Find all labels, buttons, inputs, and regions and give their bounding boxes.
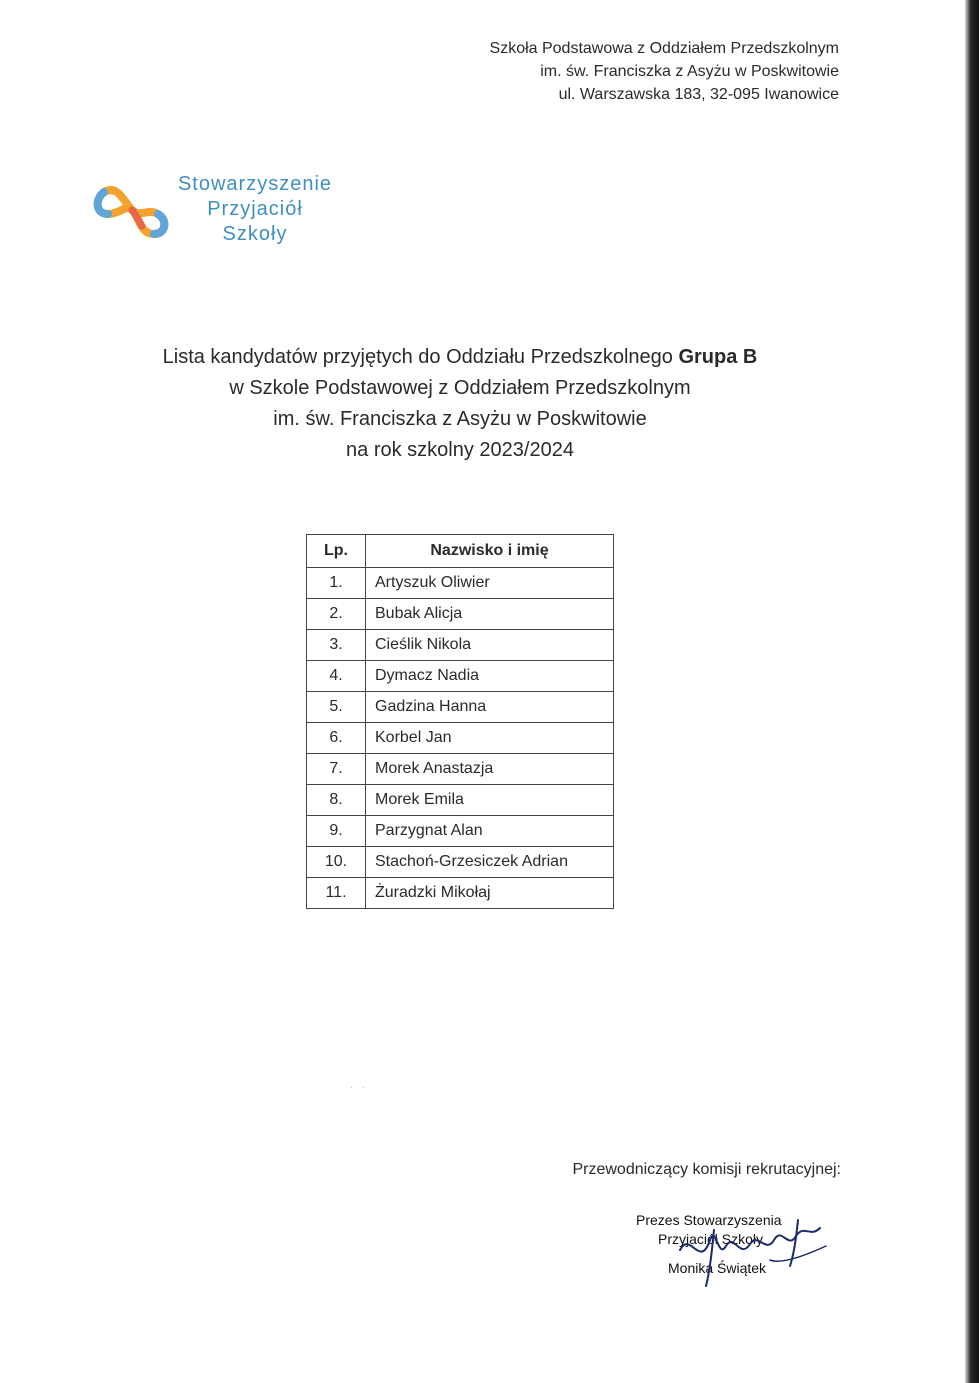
table-row <box>307 661 614 692</box>
row-name: Gadzina Hanna <box>366 692 614 723</box>
table-row <box>307 723 614 754</box>
table-row <box>307 568 614 599</box>
signature-stamp <box>630 1210 830 1290</box>
row-number: 7. <box>307 754 366 785</box>
scan-specks: · · <box>350 1082 365 1093</box>
handwritten-signature-icon <box>670 1210 830 1290</box>
row-name: Morek Anastazja <box>366 754 614 785</box>
row-number: 1. <box>307 568 366 599</box>
table-row <box>307 630 614 661</box>
school-patron: im. św. Franciszka z Asyżu w Poskwitowie <box>540 63 839 80</box>
title-line1-text: Lista kandydatów przyjętych do Oddziału Przedszkolnego <box>162 346 679 368</box>
document-title <box>100 342 820 466</box>
row-name: Cieślik Nikola <box>366 630 614 661</box>
row-name: Bubak Alicja <box>366 599 614 630</box>
header-name: Nazwisko i imię <box>366 535 614 568</box>
row-number: 10. <box>307 847 366 878</box>
row-number: 4. <box>307 661 366 692</box>
stamp-line2: Przyjaciół Szkoły <box>658 1231 764 1247</box>
school-address: ul. Warszawska 183, 32-095 Iwanowice <box>558 86 839 103</box>
row-number: 2. <box>307 599 366 630</box>
row-number: 11. <box>307 878 366 909</box>
table-row <box>307 847 614 878</box>
candidates-table <box>306 534 614 909</box>
title-line3: im. św. Franciszka z Asyżu w Poskwitowie <box>273 408 647 430</box>
row-number: 6. <box>307 723 366 754</box>
association-logo <box>92 170 352 250</box>
row-number: 8. <box>307 785 366 816</box>
table-row <box>307 878 614 909</box>
title-line4: na rok szkolny 2023/2024 <box>346 439 574 461</box>
title-line1 <box>100 342 820 373</box>
committee-label: Przewodniczący komisji rekrutacyjnej: <box>572 1161 841 1178</box>
logo-text <box>170 172 340 247</box>
school-header <box>490 37 839 106</box>
header-lp: Lp. <box>307 535 366 568</box>
row-name: Parzygnat Alan <box>366 816 614 847</box>
row-number: 3. <box>307 630 366 661</box>
row-number: 5. <box>307 692 366 723</box>
row-name: Artyszuk Oliwier <box>366 568 614 599</box>
logo-line1: Stowarzyszenie <box>177 173 333 195</box>
stamp-line3: Monika Świątek <box>668 1260 767 1276</box>
row-name: Morek Emila <box>366 785 614 816</box>
scan-edge-shadow <box>965 0 979 1383</box>
table-row <box>307 785 614 816</box>
logo-line3: Szkoły <box>222 223 288 245</box>
table-row <box>307 754 614 785</box>
row-name: Stachoń-Grzesiczek Adrian <box>366 847 614 878</box>
table-row <box>307 816 614 847</box>
school-name: Szkoła Podstawowa z Oddziałem Przedszkolnym <box>489 40 839 57</box>
row-number: 9. <box>307 816 366 847</box>
table-row <box>307 599 614 630</box>
title-line2: w Szkole Podstawowej z Oddziałem Przedszkolnym <box>229 377 691 399</box>
infinity-logo-icon <box>92 174 172 246</box>
stamp-line1: Prezes Stowarzyszenia <box>636 1212 782 1228</box>
row-name: Korbel Jan <box>366 723 614 754</box>
table-row <box>307 692 614 723</box>
table-header-row <box>307 535 614 568</box>
row-name: Żuradzki Mikołaj <box>366 878 614 909</box>
logo-line2: Przyjaciół <box>207 198 303 220</box>
row-name: Dymacz Nadia <box>366 661 614 692</box>
title-group-bold: Grupa B <box>678 346 758 368</box>
